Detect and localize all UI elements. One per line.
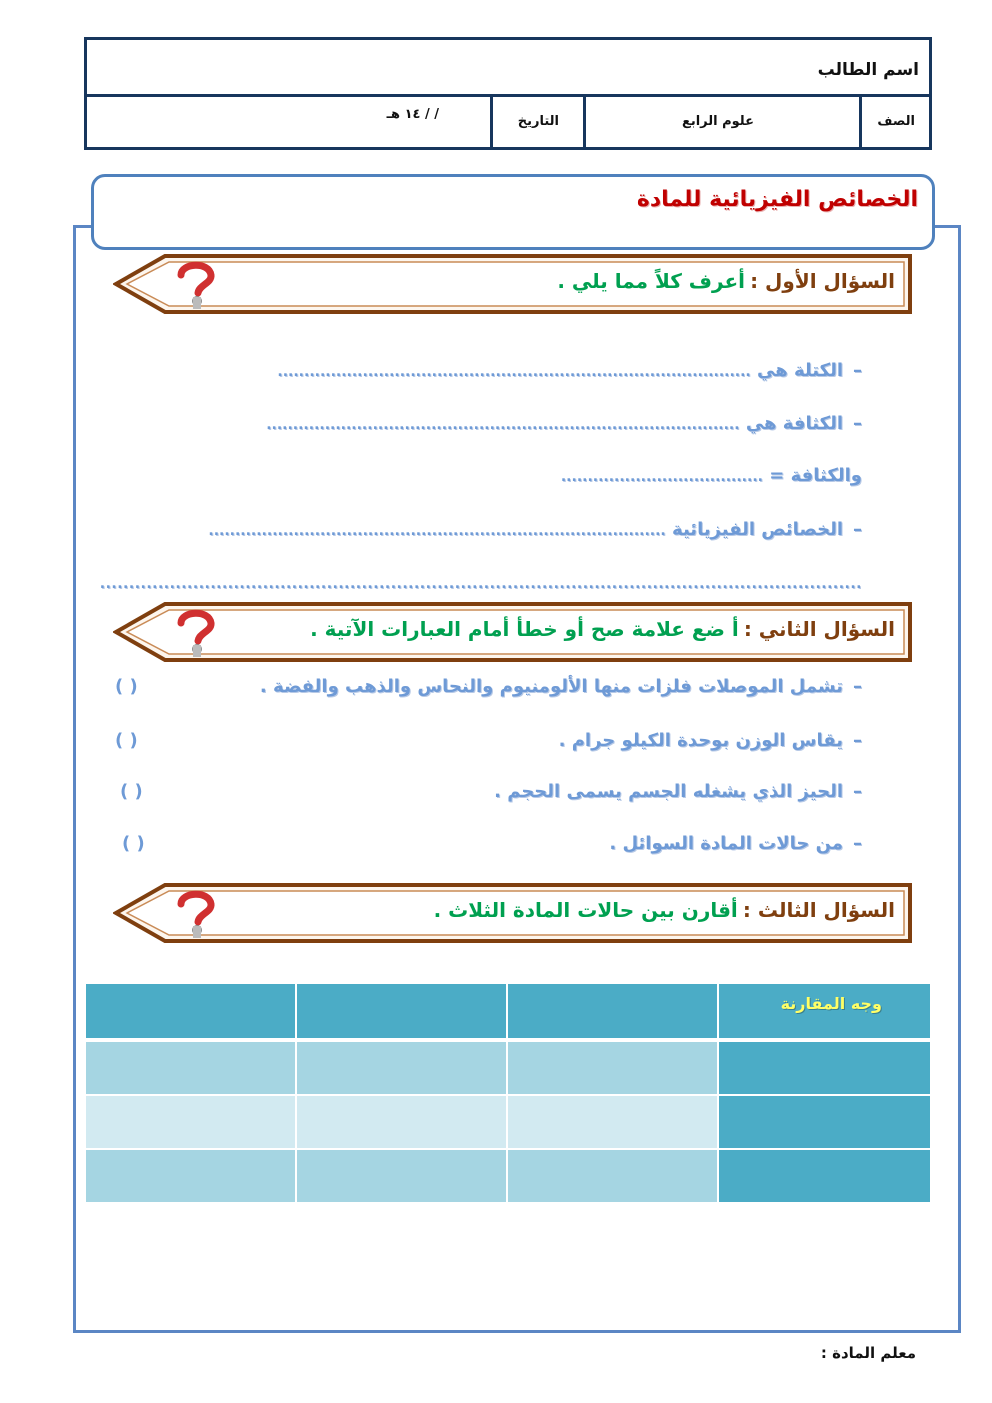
question-1-text: أعرف كلاً مما يلي . xyxy=(557,269,745,293)
question-2-label: السؤال الثاني : xyxy=(743,617,895,641)
table-cell[interactable] xyxy=(86,1150,295,1202)
table-cell[interactable] xyxy=(508,1096,717,1148)
worksheet-title: الخصائص الفيزيائية للمادة xyxy=(636,187,918,212)
q2-statement: –يقاس الوزن بوحدة الكيلو جرام . xyxy=(558,730,862,751)
table-cell[interactable] xyxy=(297,1042,506,1094)
comparison-table xyxy=(86,984,930,1204)
table-header-cell[interactable] xyxy=(297,984,506,1038)
answer-blank[interactable]: ...................................................................................... xyxy=(208,523,666,539)
q2-statement: –تشمل الموصلات فلزات منها الألومنيوم والنحاس والذهب والفضة . xyxy=(259,676,862,697)
answer-blank[interactable]: ...................................... xyxy=(560,469,763,485)
table-cell[interactable] xyxy=(508,1150,717,1202)
comparison-aspect-label: وجه المقارنة xyxy=(780,994,882,1013)
table-cell[interactable] xyxy=(297,1096,506,1148)
q1-item-density-formula xyxy=(561,465,862,486)
q2-statement-text: من حالات المادة السوائل . xyxy=(609,833,843,854)
subject-value: علوم الرابع xyxy=(681,114,754,129)
answer-parentheses[interactable]: ( ) xyxy=(115,676,138,697)
student-name-label: اسم الطالب xyxy=(817,60,919,80)
question-3-label: السؤال الثالث : xyxy=(742,898,895,922)
q2-statement: –من حالات المادة السوائل . xyxy=(609,833,862,854)
table-row-header-cell[interactable] xyxy=(719,1096,930,1148)
table-row-header-cell[interactable] xyxy=(719,1042,930,1094)
question-3-banner xyxy=(113,882,913,944)
question-1-banner xyxy=(113,253,913,315)
answer-parentheses[interactable]: ( ) xyxy=(122,833,145,854)
student-name-row xyxy=(87,40,929,97)
q1-item-continuation xyxy=(100,572,862,593)
date-label: التاريخ xyxy=(517,114,559,129)
question-3-text: أقارن بين حالات المادة الثلاث . xyxy=(433,898,738,922)
q1-item-text: الكتلة هي xyxy=(757,360,843,381)
table-cell[interactable] xyxy=(508,1042,717,1094)
answer-parentheses[interactable]: ( ) xyxy=(115,730,138,751)
date-value: / / ١٤ هـ xyxy=(386,107,439,122)
title-box xyxy=(91,174,935,250)
answer-blank[interactable]: ......................................................................................... xyxy=(277,364,751,380)
answer-blank[interactable]: ......................................................................................... xyxy=(266,417,740,433)
q2-statement-text: الحيز الذي يشغله الجسم يسمى الحجم . xyxy=(494,781,843,802)
q2-statement-text: تشمل الموصلات فلزات منها الألومنيوم والنحاس والذهب والفضة . xyxy=(259,676,843,697)
teacher-label: معلم المادة : xyxy=(820,1344,916,1362)
table-cell[interactable] xyxy=(86,1096,295,1148)
q2-statement: –الحيز الذي يشغله الجسم يسمى الحجم . xyxy=(494,781,862,802)
question-1-label: السؤال الأول : xyxy=(750,269,895,293)
question-2-text: أ ضع علامة صح أو خطأ أمام العبارات الآتية . xyxy=(310,617,739,641)
q1-item-density: –الكثافة هي ......................................................................................... xyxy=(266,413,862,434)
q1-item-text: الكثافة هي xyxy=(745,413,843,434)
table-header-cell xyxy=(719,984,930,1038)
answer-parentheses[interactable]: ( ) xyxy=(120,781,143,802)
table-cell[interactable] xyxy=(86,1042,295,1094)
question-2-banner xyxy=(113,601,913,663)
table-row-header-cell[interactable] xyxy=(719,1150,930,1202)
q1-item-text: والكثافة = xyxy=(769,465,862,486)
table-cell[interactable] xyxy=(297,1150,506,1202)
table-header-cell[interactable] xyxy=(86,984,295,1038)
table-header-cell[interactable] xyxy=(508,984,717,1038)
q1-item-text: الخصائص الفيزيائية xyxy=(672,519,843,540)
q1-item-physical-properties: –الخصائص الفيزيائية ...................................................................................... xyxy=(208,519,862,540)
class-label: الصف xyxy=(877,114,915,129)
q2-statement-text: يقاس الوزن بوحدة الكيلو جرام . xyxy=(558,730,843,751)
answer-blank[interactable]: ................................................................................................................................... xyxy=(99,576,862,592)
student-info-table xyxy=(84,37,932,150)
class-date-row xyxy=(87,97,929,147)
q1-item-mass: –الكتلة هي ......................................................................................... xyxy=(277,360,862,381)
